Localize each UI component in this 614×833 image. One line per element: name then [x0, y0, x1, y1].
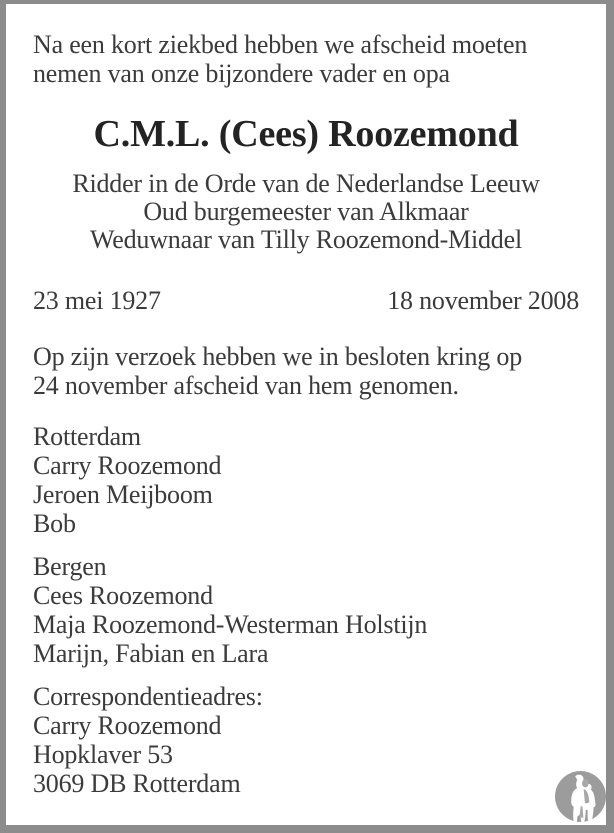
- dates-row: [33, 286, 579, 315]
- family-line: Cees Roozemond: [33, 581, 213, 610]
- family-line: Marijn, Fabian en Lara: [33, 639, 269, 668]
- farewell-message: [33, 342, 579, 400]
- honors-block: [33, 170, 579, 254]
- family-line: Bob: [33, 509, 76, 538]
- honor-line-1: Ridder in de Orde van de Nederlandse Leeuw: [72, 169, 540, 198]
- birth-date: 23 mei 1927: [33, 286, 161, 315]
- death-date: 18 november 2008: [387, 286, 579, 315]
- intro-line-1: Na een kort ziekbed hebben we afscheid moeten: [33, 30, 528, 59]
- correspondence-street: Hopklaver 53: [33, 740, 173, 769]
- embracing-figures-icon: [555, 771, 606, 822]
- family-line: Maja Roozemond-Westerman Holstijn: [33, 610, 428, 639]
- family-line: Carry Roozemond: [33, 451, 222, 480]
- message-line-2: 24 november afscheid van hem genomen.: [33, 371, 459, 400]
- intro-paragraph: [33, 30, 579, 88]
- intro-line-2: nemen van onze bijzondere vader en opa: [33, 59, 450, 88]
- deceased-name: C.M.L. (Cees) Roozemond: [93, 113, 519, 155]
- family-line: Bergen: [33, 552, 107, 581]
- family-line: Jeroen Meijboom: [33, 480, 213, 509]
- correspondence-name: Carry Roozemond: [33, 711, 222, 740]
- message-line-1: Op zijn verzoek hebben we in besloten kring op: [33, 342, 522, 371]
- funeral-company-logo: [555, 771, 606, 822]
- family-line: Rotterdam: [33, 422, 141, 451]
- honor-line-2: Oud burgemeester van Alkmaar: [143, 197, 469, 226]
- honor-line-3: Weduwnaar van Tilly Roozemond-Middel: [90, 225, 522, 254]
- family-group-bergen: [33, 552, 579, 668]
- family-group-rotterdam: [33, 422, 579, 538]
- correspondence-city: 3069 DB Rotterdam: [33, 769, 241, 798]
- correspondence-address-group: [33, 682, 579, 798]
- correspondence-label: Correspondentieadres:: [33, 682, 263, 711]
